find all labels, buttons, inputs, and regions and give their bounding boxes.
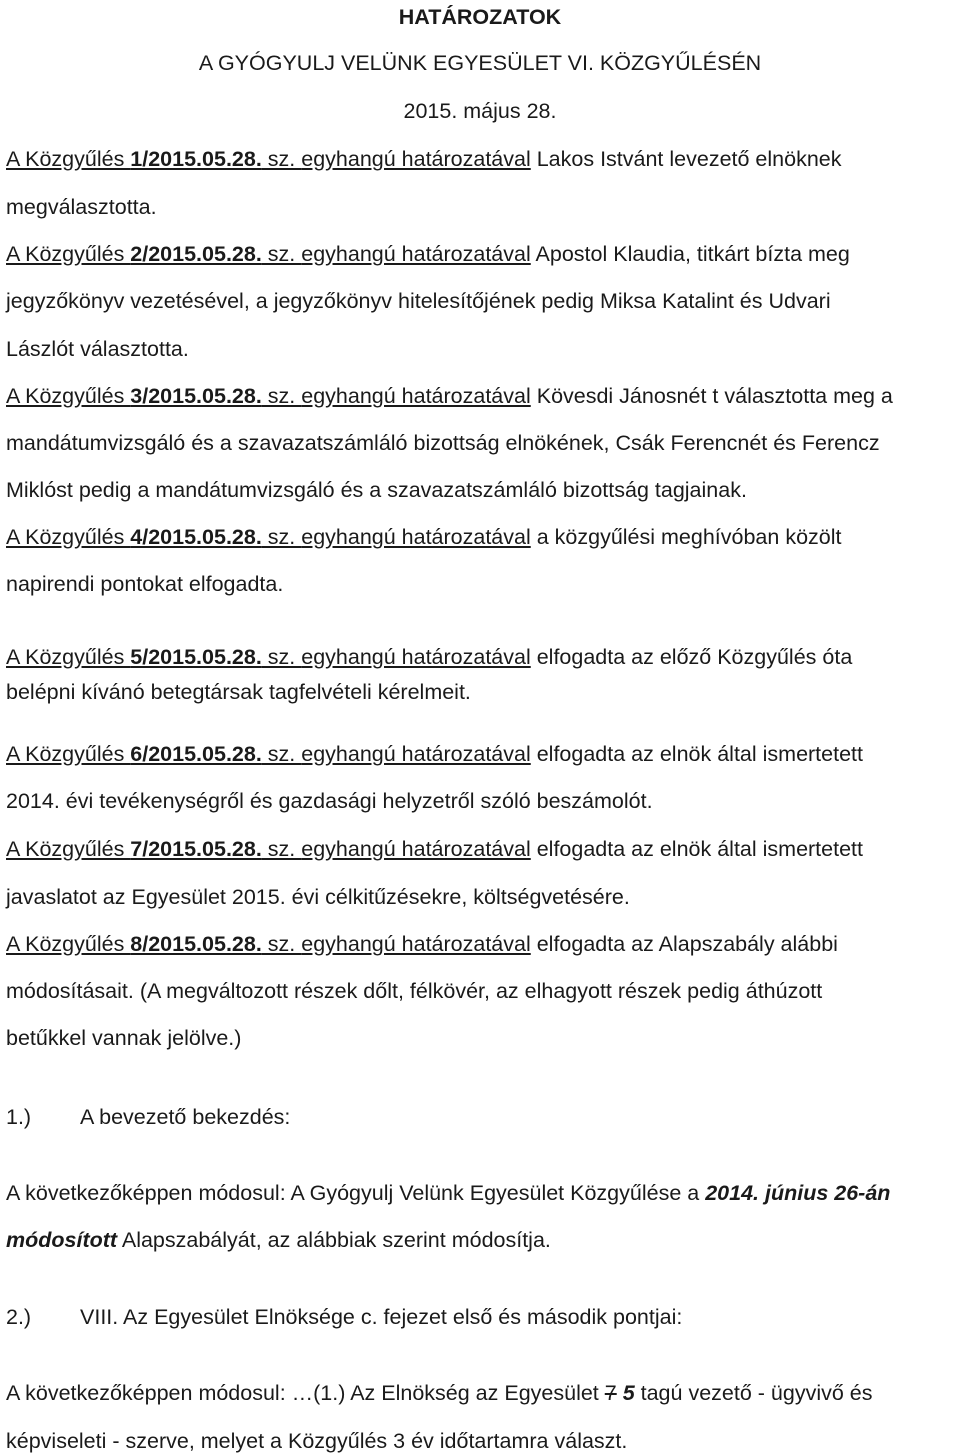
- resolution-2-line-3: Lászlót választotta.: [6, 337, 189, 361]
- resolution-3-line-3: Miklóst pedig a mandátumvizsgáló és a szavazatszámláló bizottság tagjainak.: [6, 478, 747, 502]
- amendment-heading: VIII. Az Egyesület Elnöksége c. fejezet első és második pontjai:: [80, 1305, 683, 1329]
- amendment-number: 1.): [6, 1105, 32, 1129]
- resolution-text: elfogadta az előző Közgyűlés óta: [530, 645, 853, 669]
- amendment-heading: A bevezető bekezdés:: [80, 1105, 291, 1129]
- resolution-1-line-2: megválasztotta.: [6, 195, 157, 219]
- resolution-number: 1/2015.05.28.: [130, 147, 262, 171]
- resolution-text: Lakos Istvánt levezető elnöknek: [530, 147, 842, 171]
- resolution-text: elfogadta az Alapszabály alábbi: [530, 932, 838, 956]
- amendment-text: A következőképpen módosul: A Gyógyulj Velünk Egyesület Közgyűlése a: [6, 1181, 706, 1205]
- resolution-3-line-1: [6, 383, 893, 409]
- resolution-sz: sz.: [261, 837, 302, 861]
- resolution-decision: egyhangú határozatával: [301, 742, 531, 766]
- resolution-decision: egyhangú határozatával: [301, 645, 531, 669]
- amendment-text: tagú vezető - ügyvivő és: [634, 1381, 873, 1405]
- amendment-text: A következőképpen módosul: …(1.) Az Elnökség az Egyesület: [6, 1381, 605, 1405]
- resolution-prefix: A Közgyűlés: [6, 384, 131, 408]
- amendment-2-line-2: képviseleti - szerve, melyet a Közgyűlés 3 év időtartamra választ.: [6, 1429, 628, 1453]
- resolution-8-line-2: módosításait. (A megváltozott részek dőlt, félkövér, az elhagyott részek pedig áthúzott: [6, 979, 823, 1003]
- page-title: HATÁROZATOK: [398, 5, 562, 29]
- amendment-struck-text: 7: [604, 1381, 617, 1405]
- resolution-8-line-1: [6, 931, 838, 957]
- resolution-prefix: A Közgyűlés: [6, 932, 131, 956]
- amendment-changed-text: 5: [616, 1381, 635, 1405]
- resolution-7-line-2: javaslatot az Egyesület 2015. évi célkitűzésekre, költségvetésére.: [6, 885, 630, 909]
- amendment-1-heading: [6, 1104, 290, 1130]
- amendment-text: Alapszabályát, az alábbiak szerint módosítja.: [117, 1228, 551, 1252]
- resolution-number: 2/2015.05.28.: [130, 242, 262, 266]
- resolution-text: elfogadta az elnök által ismertetett: [530, 837, 863, 861]
- resolution-prefix: A Közgyűlés: [6, 147, 131, 171]
- meeting-date: 2015. május 28.: [403, 99, 557, 123]
- resolution-2-line-1: [6, 241, 850, 267]
- resolution-7-line-1: [6, 836, 863, 862]
- resolution-number: 4/2015.05.28.: [130, 525, 262, 549]
- resolution-sz: sz.: [261, 932, 302, 956]
- amendment-changed-text: módosított: [6, 1228, 118, 1252]
- resolution-prefix: A Közgyűlés: [6, 837, 131, 861]
- resolution-number: 7/2015.05.28.: [130, 837, 262, 861]
- resolution-2-line-2: jegyzőkönyv vezetésével, a jegyzőkönyv hitelesítőjének pedig Miksa Katalint és Udvari: [6, 289, 831, 313]
- resolution-3-line-2: mandátumvizsgáló és a szavazatszámláló bizottság elnökének, Csák Ferencnét és Ferencz: [6, 431, 880, 455]
- resolution-decision: egyhangú határozatával: [301, 525, 531, 549]
- resolution-5-line-2: belépni kívánó betegtársak tagfelvételi kérelmeit.: [6, 680, 471, 704]
- resolution-sz: sz.: [261, 242, 302, 266]
- amendment-number: 2.): [6, 1305, 32, 1329]
- amendment-1-line-1: [6, 1180, 890, 1206]
- amendment-changed-text: 2014. június 26-án: [705, 1181, 891, 1205]
- resolution-text: Kövesdi Jánosnét t választotta meg a: [530, 384, 893, 408]
- resolution-text: Apostol Klaudia, titkárt bízta meg: [530, 242, 850, 266]
- resolution-4-line-2: napirendi pontokat elfogadta.: [6, 572, 284, 596]
- resolution-8-line-3: betűkkel vannak jelölve.): [6, 1026, 242, 1050]
- resolution-sz: sz.: [261, 742, 302, 766]
- resolution-sz: sz.: [261, 384, 302, 408]
- resolution-number: 5/2015.05.28.: [130, 645, 262, 669]
- resolution-decision: egyhangú határozatával: [301, 147, 531, 171]
- resolution-6-line-2: 2014. évi tevékenységről és gazdasági helyzetről szóló beszámolót.: [6, 789, 653, 813]
- resolution-number: 3/2015.05.28.: [130, 384, 262, 408]
- resolution-decision: egyhangú határozatával: [301, 932, 531, 956]
- resolution-sz: sz.: [261, 147, 302, 171]
- resolution-sz: sz.: [261, 645, 302, 669]
- resolution-1-line-1: [6, 146, 842, 172]
- resolution-6-line-1: [6, 741, 863, 767]
- resolution-decision: egyhangú határozatával: [301, 384, 531, 408]
- resolution-prefix: A Közgyűlés: [6, 742, 131, 766]
- resolution-text: a közgyűlési meghívóban közölt: [530, 525, 842, 549]
- resolution-decision: egyhangú határozatával: [301, 837, 531, 861]
- resolution-prefix: A Közgyűlés: [6, 525, 131, 549]
- resolution-sz: sz.: [261, 525, 302, 549]
- amendment-1-line-2: [6, 1227, 551, 1253]
- resolution-decision: egyhangú határozatával: [301, 242, 531, 266]
- resolution-5-line-1: [6, 644, 852, 670]
- amendment-2-line-1: [6, 1380, 872, 1406]
- resolution-number: 6/2015.05.28.: [130, 742, 262, 766]
- resolution-number: 8/2015.05.28.: [130, 932, 262, 956]
- resolution-prefix: A Közgyűlés: [6, 242, 131, 266]
- resolution-4-line-1: [6, 524, 841, 550]
- page-subtitle: A GYÓGYULJ VELÜNK EGYESÜLET VI. KÖZGYŰLÉSÉN: [198, 51, 762, 75]
- resolution-text: elfogadta az elnök által ismertetett: [530, 742, 863, 766]
- amendment-2-heading: [6, 1304, 682, 1330]
- resolution-prefix: A Közgyűlés: [6, 645, 131, 669]
